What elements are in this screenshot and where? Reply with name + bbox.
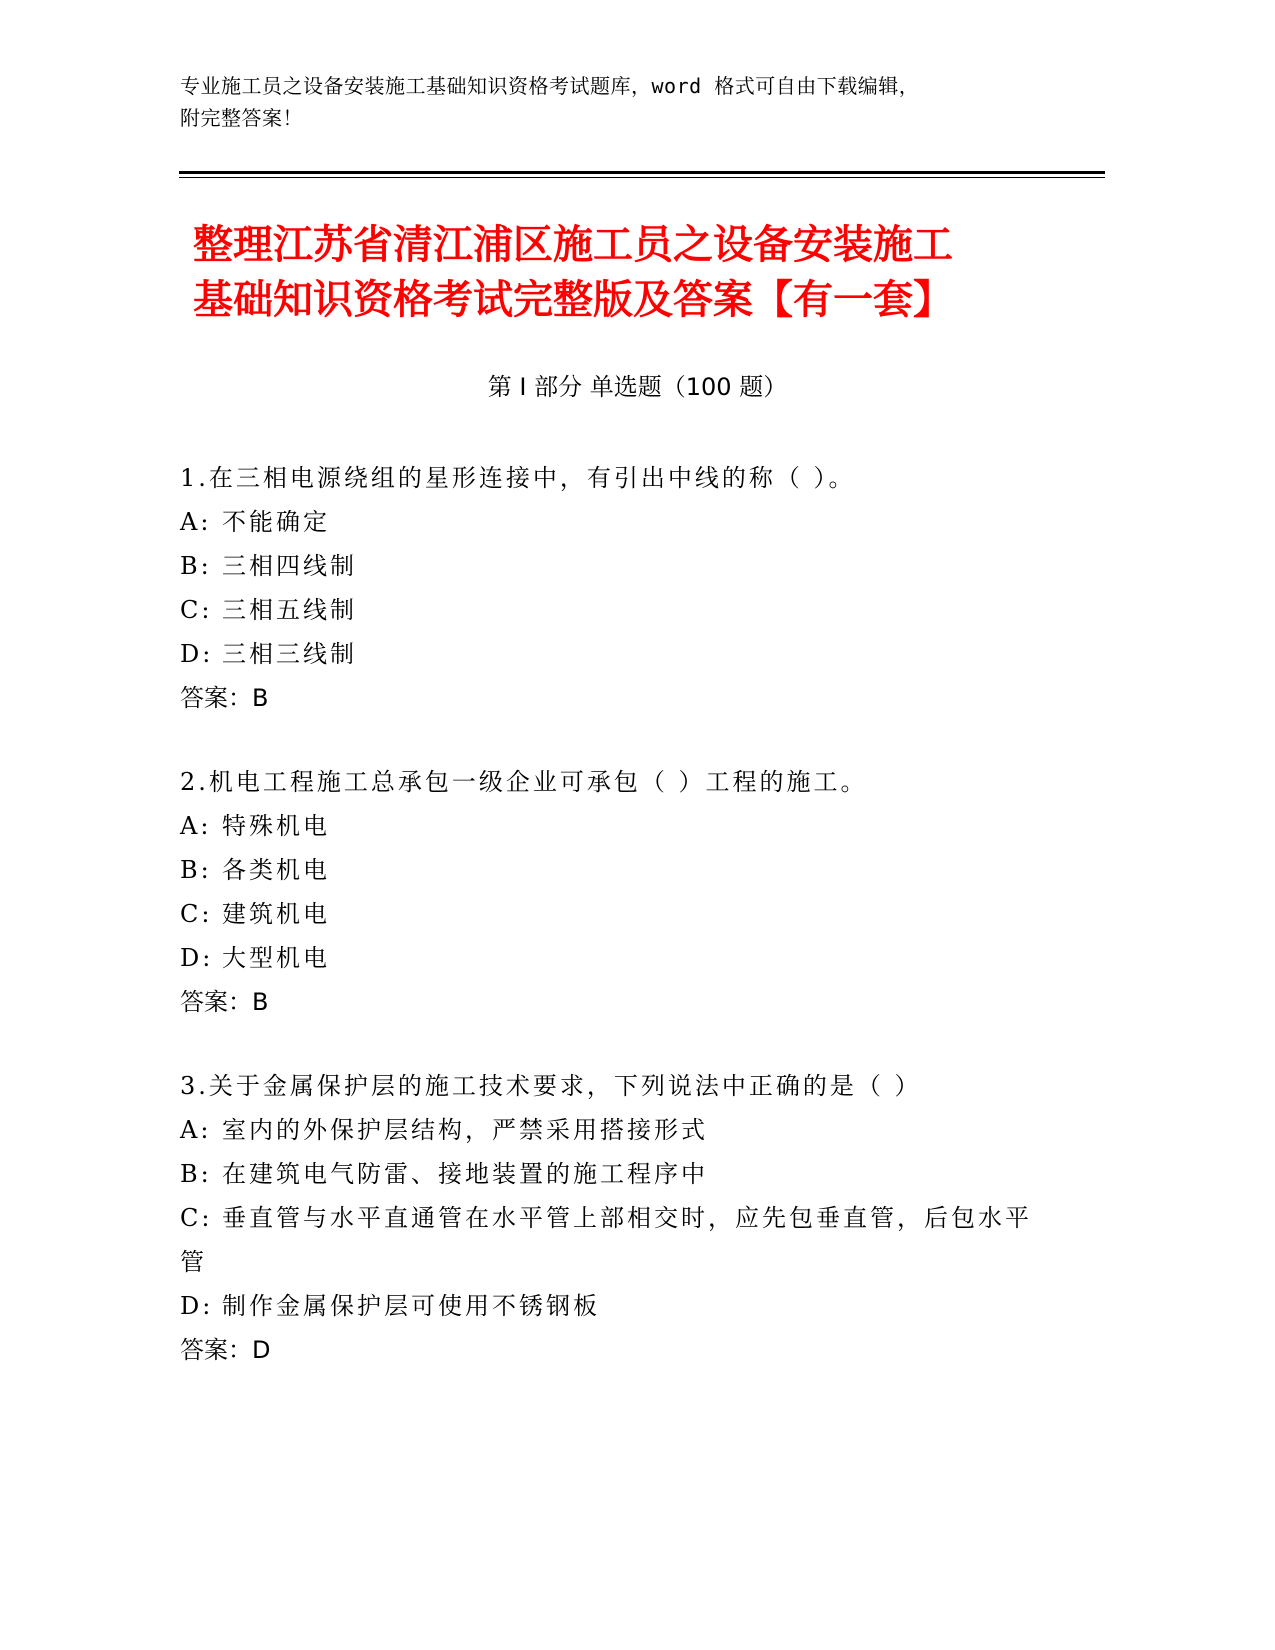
option-letter: B:: [180, 856, 212, 884]
header-note-line: 专业施工员之设备安装施工基础知识资格考试题库，word 格式可自由下载编辑，: [180, 74, 920, 98]
header-divider: [179, 171, 1105, 174]
question-stem: 2.机电工程施工总承包一级企业可承包（ ）工程的施工。: [180, 768, 868, 796]
option-text: 三相五线制: [222, 596, 357, 624]
option-letter: B:: [180, 1160, 212, 1188]
question-stem: 3.关于金属保护层的施工技术要求，下列说法中正确的是（ ）: [180, 1072, 922, 1100]
question-option: [180, 936, 1040, 980]
question-answer: 答案：D: [180, 1336, 271, 1364]
option-text: 各类机电: [222, 856, 330, 884]
option-letter: B:: [180, 552, 212, 580]
question-option: [180, 1196, 1040, 1284]
question-answer: 答案：B: [180, 988, 269, 1016]
section-heading: 第 I 部分 单选题（100 题）: [487, 373, 788, 401]
question-list: [180, 456, 1040, 1412]
question-stem: 1.在三相电源绕组的星形连接中，有引出中线的称（ ）。: [180, 464, 856, 492]
option-letter: C:: [180, 1204, 213, 1232]
option-text: 大型机电: [222, 944, 330, 972]
option-letter: A:: [180, 812, 212, 840]
option-text: 三相三线制: [222, 640, 357, 668]
option-text: 建筑机电: [222, 900, 330, 928]
option-letter: C:: [180, 900, 213, 928]
question-item: [180, 1064, 1040, 1372]
header-divider: [179, 177, 1105, 178]
option-letter: A:: [180, 1116, 212, 1144]
question-option: [180, 632, 1040, 676]
option-letter: D:: [180, 1292, 214, 1320]
document-title-line: 基础知识资格考试完整版及答案【有一套】: [193, 277, 953, 323]
header-note: [180, 70, 1060, 134]
option-letter: D:: [180, 944, 214, 972]
question-option: [180, 544, 1040, 588]
header-note-line: 附完整答案！: [180, 106, 303, 130]
option-text: 在建筑电气防雷、接地装置的施工程序中: [222, 1160, 708, 1188]
question-option: [180, 892, 1040, 936]
question-option: [180, 1152, 1040, 1196]
question-option: [180, 1108, 1040, 1152]
option-letter: D:: [180, 640, 214, 668]
option-text: 制作金属保护层可使用不锈钢板: [222, 1292, 600, 1320]
question-option: [180, 804, 1040, 848]
question-option: [180, 848, 1040, 892]
document-title-line: 整理江苏省清江浦区施工员之设备安装施工: [193, 222, 953, 268]
question-option: [180, 588, 1040, 632]
option-text: 三相四线制: [222, 552, 357, 580]
option-letter: A:: [180, 508, 212, 536]
document-title: [193, 218, 1093, 328]
option-letter: C:: [180, 596, 213, 624]
option-text: 室内的外保护层结构，严禁采用搭接形式: [222, 1116, 708, 1144]
option-text: 不能确定: [222, 508, 330, 536]
question-option: [180, 500, 1040, 544]
option-text: 特殊机电: [222, 812, 330, 840]
question-answer: 答案：B: [180, 684, 269, 712]
question-item: [180, 456, 1040, 720]
question-item: [180, 760, 1040, 1024]
question-option: [180, 1284, 1040, 1328]
option-text: 垂直管与水平直通管在水平管上部相交时，应先包垂直管，后包水平管: [180, 1204, 1032, 1276]
